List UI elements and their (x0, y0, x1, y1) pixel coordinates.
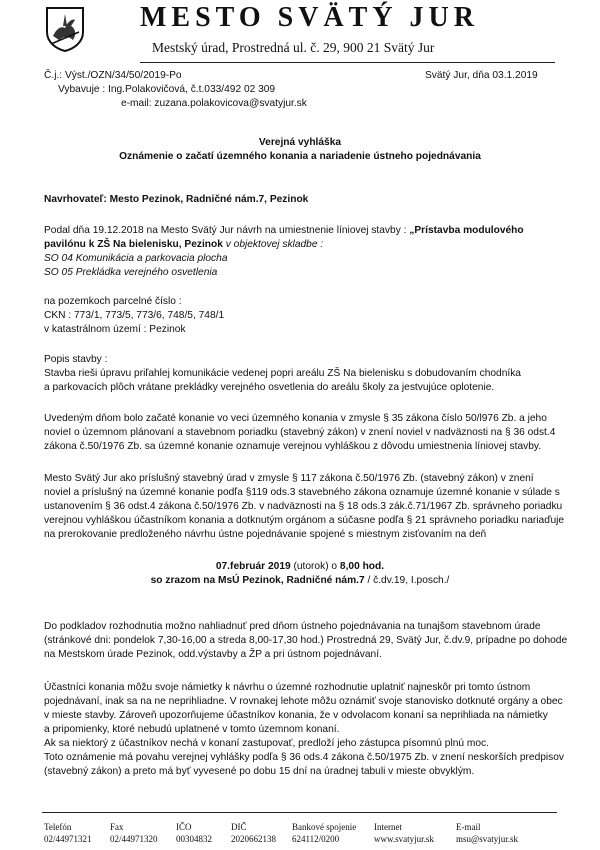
cadastral-area: v katastrálnom území : Pezinok (44, 324, 186, 335)
header-divider (140, 62, 555, 63)
paragraph-line: pojednávaní, inak sa na ne neprihliadne. V rovnakej lehote môžu oznámiť svoje stanovisko dotknuté orgány a obec (44, 696, 563, 707)
paragraph-line: Mesto Svätý Jur ako príslušný stavebný úrad v zmysle § 117 zákona č.50/1976 Zb. (stavebný zákon) v znení (44, 473, 534, 484)
description-line-2: a parkovacích plôch vrátane prekládky verejného osvetlenia do areálu školy za jestvujúce oplotenie. (44, 382, 495, 393)
description-title: Popis stavby : (44, 354, 108, 365)
footer-divider (42, 812, 557, 813)
paragraph-line: na Mestskom úrade Pezinok, odd.výstavby a ŽP a pri ústnom pojednávaní. (44, 649, 382, 660)
paragraph-line: noviel a príslušný na územné konanie podľa §119 ods.3 stavebného zákona oznamuje územné konanie v súlade s (44, 487, 560, 498)
object-so04: SO 04 Komunikácia a parkovacia plocha (44, 253, 228, 264)
hearing-place: so zrazom na MsÚ Pezinok, Radničné nám.7 (150, 575, 365, 586)
footer-phone: 02/44971321 (44, 834, 92, 844)
submission-line-1 (44, 224, 524, 238)
hearing-place-line (0, 574, 600, 588)
contact-email: e-mail: zuzana.polakovicova@svatyjur.sk (121, 98, 307, 109)
paragraph-line: Do podkladov rozhodnutia možno nahliadnuť pred dňom ústneho pojednávania na tunajšom stavebnom úrade (44, 621, 541, 632)
submission-line-2 (44, 238, 323, 252)
paragraph-line: (stránkové dni: pondelok 7,30-16,00 a streda 8,00-17,30 hod.) Prostredná 29, Svätý Jur, č.dv.9, prípadne po dohode (44, 635, 568, 646)
paragraph-line: v mieste stavby. Zároveň upozorňujeme účastníkov konania, že v odvolacom konaní sa neprihliada na námietky (44, 710, 548, 721)
paragraph-line: (stavebný zákon) a preto má byť vyvesené po dobu 15 dní na úradnej tabuli v mieste obvyklým. (44, 766, 475, 777)
paragraph-line: zákona č.50/1976 Zb. sa územné konanie oznamuje verejnou vyhláškou z dôvodu umiestnenia líniovej stavby. (44, 441, 542, 452)
paragraph-line: verejnou vyhláškou účastníkom konania a dotknutým orgánom a súčasne podľa § 21 správneho poriadku nariaďuje (44, 515, 565, 526)
parcels-label: na pozemkoch parcelné číslo : (44, 296, 182, 307)
paragraph-line: ustanovením § 36 odst.4 zákona č.50/1976 Zb. v nadväznosti na § 18 ods.3 zák.č.71/1967 Zb. správneho poriadku (44, 501, 563, 512)
hearing-room: / č.dv.19, I.posch./ (364, 575, 450, 586)
footer-ico: 00304832 (176, 834, 212, 844)
paragraph-line: a pripomienky, ktoré nebudú uplatnené v tomto územnom konaní. (44, 724, 340, 735)
hearing-weekday: (utorok) o (290, 561, 340, 572)
footer-internet-link[interactable]: www.svatyjur.sk (374, 834, 434, 844)
footer-email-link[interactable]: msu@svatyjur.sk (456, 834, 519, 844)
doc-title-public-notice: Verejná vyhláška (258, 137, 342, 148)
town-name-title: MESTO SVÄTÝ JUR (140, 2, 479, 33)
description-line-1: Stavba rieši úpravu priľahlej komunikácie vedenej popri areálu ZŠ Na bielenisku s dobudovaním chodníka (44, 368, 521, 379)
paragraph-line: na prerokovanie predloženého návrhu ústne pojednávanie spojené s miestnym zisťovaním na deň (44, 529, 487, 540)
office-address: Mestský úrad, Prostredná ul. č. 29, 900 21 Svätý Jur (152, 40, 435, 55)
paragraph-line: Účastníci konania môžu svoje námietky k návrhu o územné rozhodnutie uplatniť najneskôr pri tomto ústnom (44, 682, 531, 693)
hearing-time: 8,00 hod. (339, 561, 385, 572)
footer-label-dic: DIČ (231, 822, 247, 832)
construction-name-part-1: „Prístavba modulového (409, 225, 524, 236)
footer-label-bank: Bankové spojenie (292, 822, 357, 832)
footer-label-email: E-mail (456, 822, 481, 832)
construction-name-part-2: pavilónu k ZŠ Na bielenisku, Pezinok (44, 239, 223, 250)
hearing-date-line (0, 560, 600, 574)
footer-dic: 2020662138 (231, 834, 276, 844)
paragraph-line: Uvedeným dňom bolo začaté konanie vo veci územného konania v zmysle § 35 zákona číslo 50/l976 Zb. a jeho (44, 413, 547, 424)
footer-label-ico: IČO (176, 822, 192, 832)
handled-by: Vybavuje : Ing.Polakovičová, č.t.033/492 02 309 (58, 84, 276, 95)
footer-label-phone: Telefón (44, 822, 72, 832)
hearing-date: 07.február 2019 (215, 561, 291, 572)
proposer: Navrhovateľ: Mesto Pezinok, Radničné nám.7, Pezinok (44, 194, 309, 205)
footer-fax: 02/44971320 (110, 834, 158, 844)
paragraph-line: novieI o územnom plánovaní a stavebnom poriadku (stavebný zákon) v znení noviel v nadväznosti na § 36 odst.4 (44, 427, 556, 438)
parcels-list: CKN : 773/1, 773/5, 773/6, 748/5, 748/1 (44, 310, 225, 321)
paragraph-line: Toto oznámenie má povahu verejnej vyhlášky podľa § 36 ods.4 zákona č.50/1975 Zb. v znení neskorších predpisov (44, 752, 565, 763)
town-crest-logo (45, 6, 85, 52)
reference-number: Č.j.: Výst./OZN/34/50/2019-Po (44, 70, 182, 81)
place-and-date: Svätý Jur, dňa 03.1.2019 (425, 70, 538, 81)
footer-bank: 624112/0200 (292, 834, 340, 844)
footer-label-internet: Internet (374, 822, 402, 832)
object-structure-label: v objektovej skladbe : (222, 239, 324, 250)
submission-text: Podal dňa 19.12.2018 na Mesto Svätý Jur návrh na umiestnenie líniovej stavby : (44, 225, 410, 236)
paragraph-line: Ak sa niektorý z účastníkov nechá v konaní zastupovať, predloží jeho zástupca písomnú plnú moc. (44, 738, 489, 749)
doc-title-announcement: Oznámenie o začatí územného konania a nariadenie ústneho pojednávania (119, 151, 481, 162)
object-so05: SO 05 Prekládka verejného osvetlenia (44, 267, 218, 278)
footer-label-fax: Fax (110, 822, 124, 832)
